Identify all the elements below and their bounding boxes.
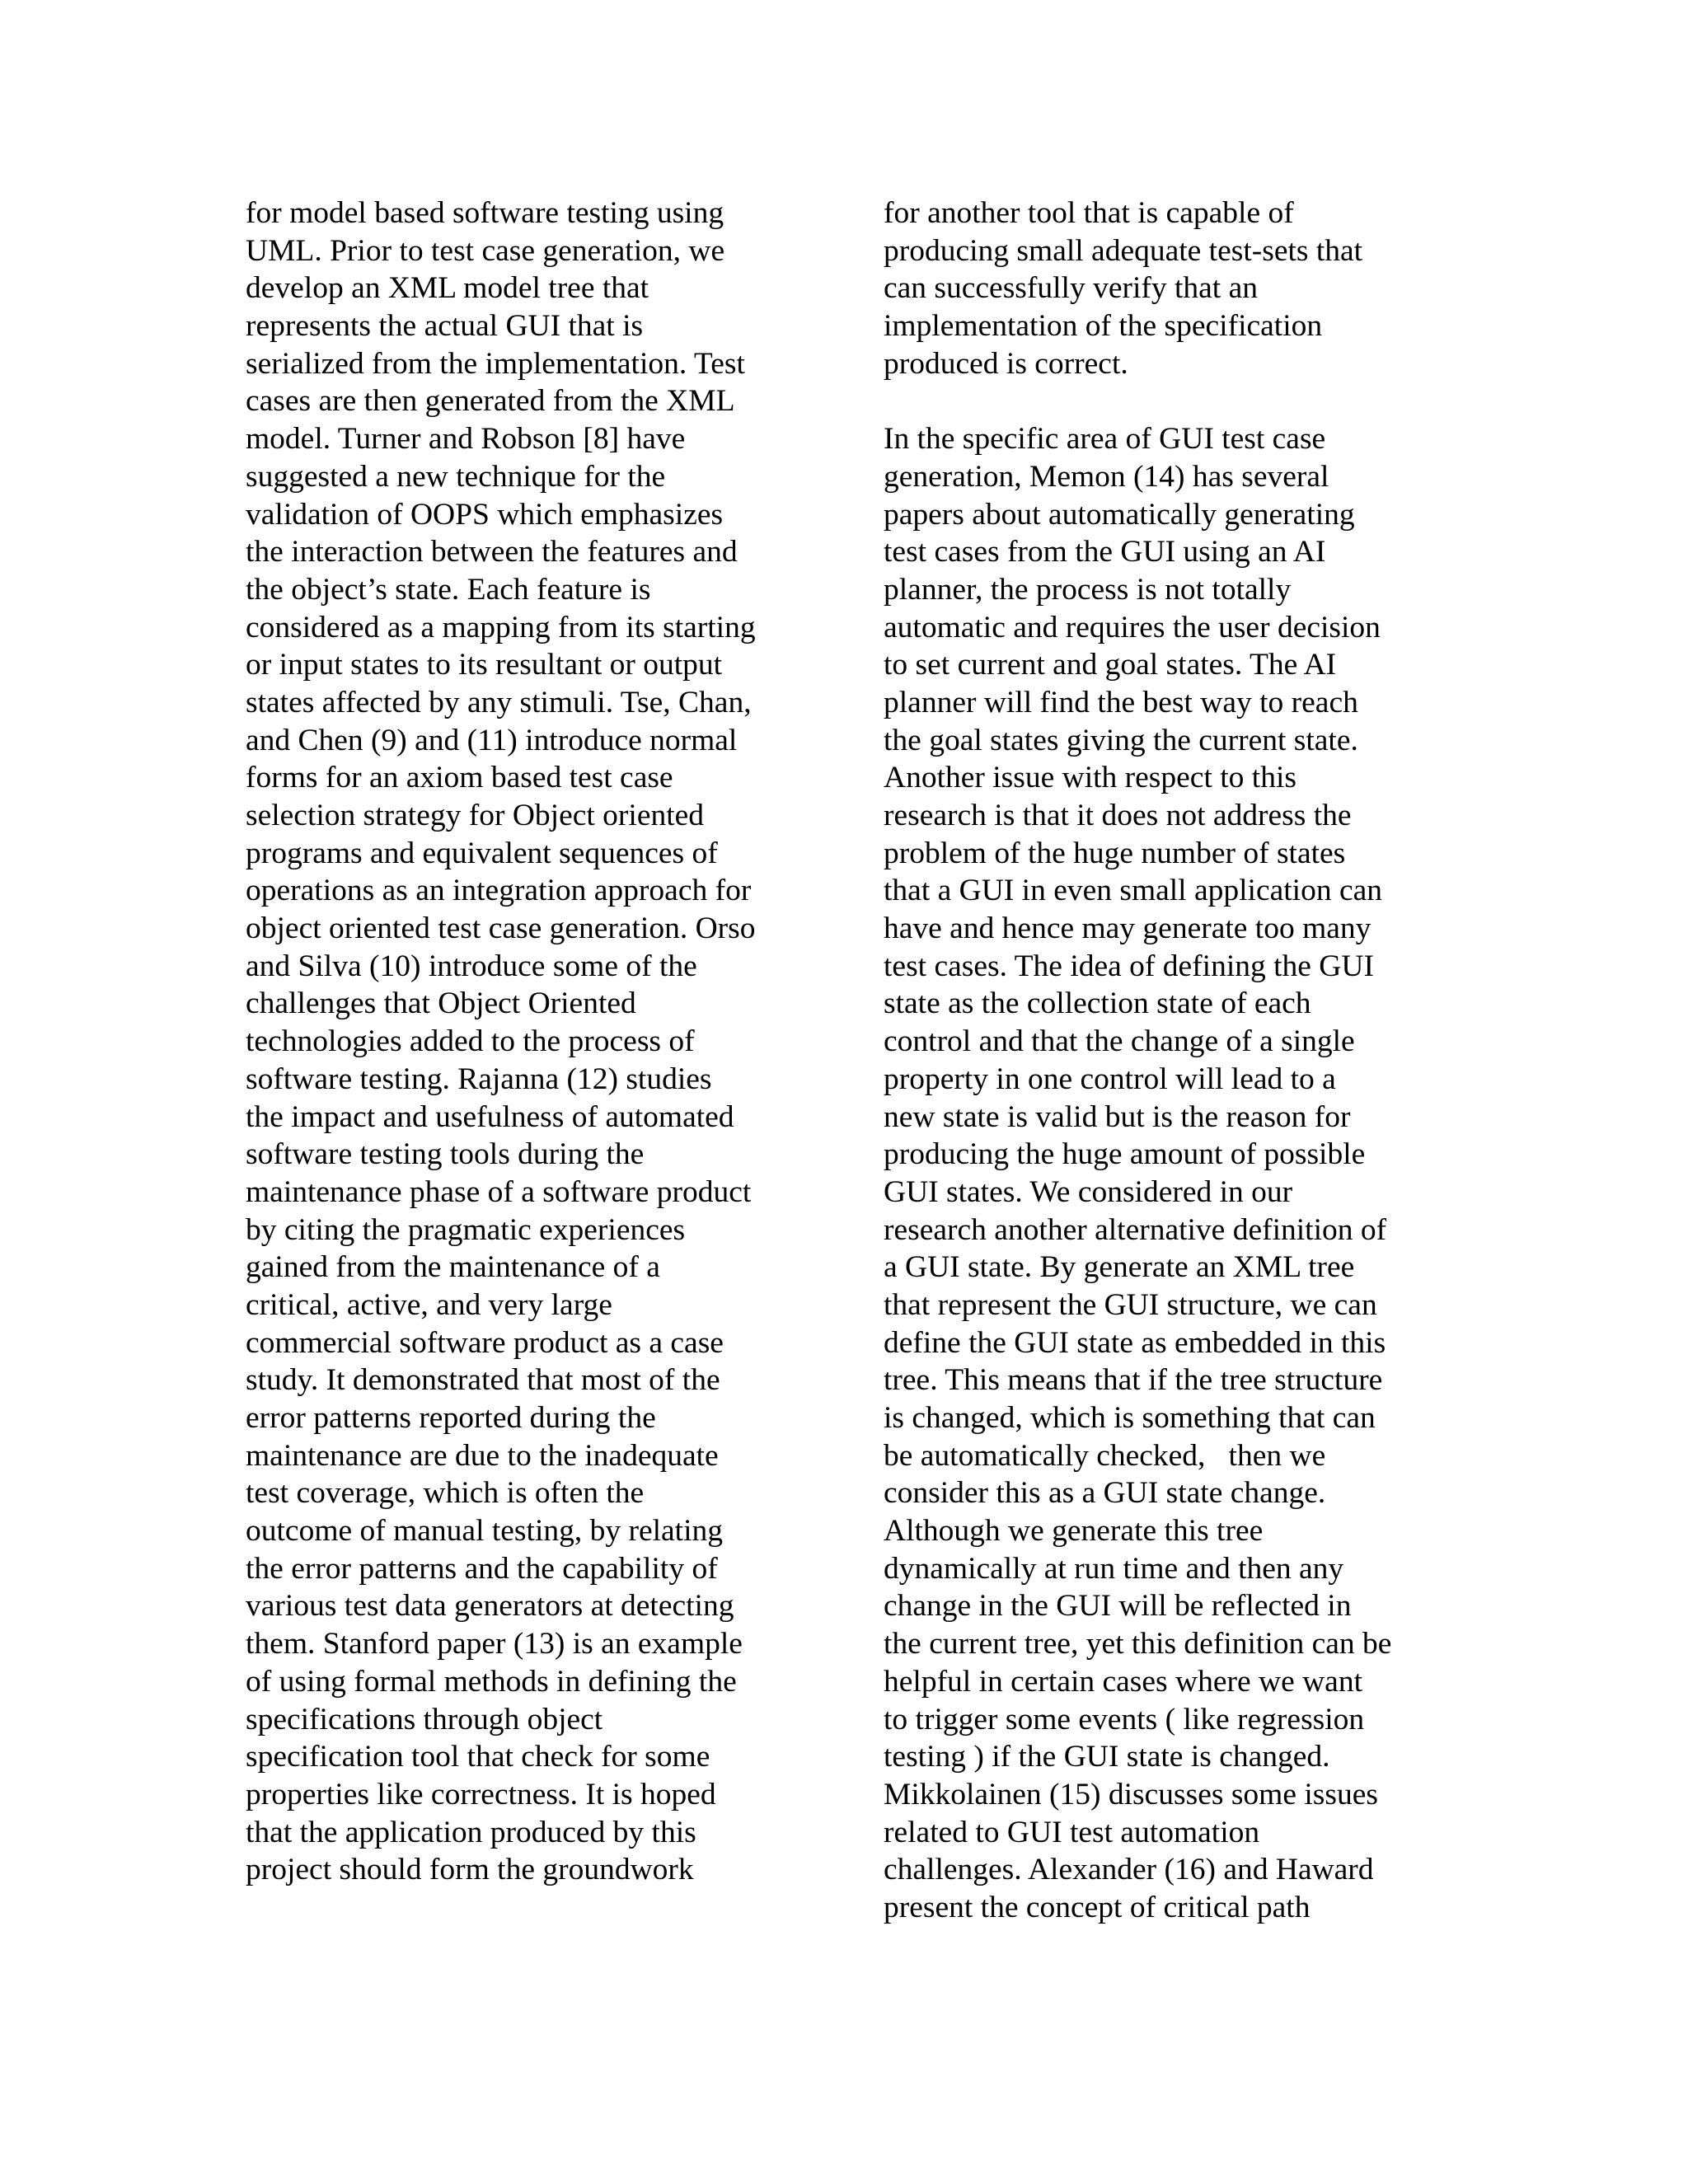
text-line: challenges that Object Oriented xyxy=(246,987,636,1021)
text-line: a GUI state. By generate an XML tree xyxy=(884,1250,1355,1285)
right-paragraph-2 xyxy=(884,420,1477,1927)
text-line: property in one control will lead to a xyxy=(884,1062,1336,1096)
text-line: tree. This means that if the tree structure xyxy=(884,1363,1383,1398)
text-line: Another issue with respect to this xyxy=(884,761,1296,795)
text-line: various test data generators at detecting xyxy=(246,1589,734,1624)
paragraph-spacer xyxy=(884,382,1477,420)
text-line: to set current and goal states. The AI xyxy=(884,648,1337,682)
text-line: control and that the change of a single xyxy=(884,1024,1355,1059)
text-line: validation of OOPS which emphasizes xyxy=(246,497,724,532)
text-line: error patterns reported during the xyxy=(246,1401,656,1435)
right-paragraph-1 xyxy=(884,194,1477,382)
text-line: state as the collection state of each xyxy=(884,987,1311,1021)
right-text-column xyxy=(884,194,1477,1927)
text-line: specification tool that check for some xyxy=(246,1740,710,1774)
text-line: programs and equivalent sequences of xyxy=(246,836,718,870)
text-line: represents the actual GUI that is xyxy=(246,309,644,344)
text-line: them. Stanford paper (13) is an example xyxy=(246,1627,743,1661)
text-line: test cases. The idea of defining the GUI xyxy=(884,949,1374,983)
text-line: software testing tools during the xyxy=(246,1137,645,1172)
text-line: and Chen (9) and (11) introduce normal xyxy=(246,723,738,757)
text-line: commercial software product as a case xyxy=(246,1325,724,1360)
text-line: helpful in certain cases where we want xyxy=(884,1664,1362,1699)
text-line: Mikkolainen (15) discusses some issues xyxy=(884,1777,1378,1811)
text-line: change in the GUI will be reflected in xyxy=(884,1589,1352,1624)
text-line: the interaction between the features and xyxy=(246,535,738,569)
text-line: states affected by any stimuli. Tse, Chan, xyxy=(246,685,752,719)
text-line: that represent the GUI structure, we can xyxy=(884,1287,1377,1322)
text-line: generation, Memon (14) has several xyxy=(884,459,1329,494)
text-line: Although we generate this tree xyxy=(884,1514,1264,1549)
text-line: automatic and requires the user decision xyxy=(884,610,1381,644)
text-line: have and hence may generate too many xyxy=(884,912,1372,946)
text-line: producing the huge amount of possible xyxy=(884,1137,1366,1172)
text-line: the error patterns and the capability of xyxy=(246,1551,718,1586)
text-line: is changed, which is something that can xyxy=(884,1401,1376,1435)
text-line: selection strategy for Object oriented xyxy=(246,799,705,832)
text-line: operations as an integration approach for xyxy=(246,874,752,908)
text-line: object oriented test case generation. Orso xyxy=(246,912,756,946)
text-line: test coverage, which is often the xyxy=(246,1476,645,1511)
text-line: software testing. Rajanna (12) studies xyxy=(246,1062,712,1096)
text-line: new state is valid but is the reason for xyxy=(884,1099,1351,1134)
left-paragraph xyxy=(246,194,823,1889)
text-line: papers about automatically generating xyxy=(884,497,1355,532)
text-line: planner, the process is not totally xyxy=(884,572,1292,607)
text-line: of using formal methods in defining the xyxy=(246,1664,737,1699)
text-line: present the concept of critical path xyxy=(884,1890,1311,1924)
text-line: consider this as a GUI state change. xyxy=(884,1476,1326,1511)
text-line: test cases from the GUI using an AI xyxy=(884,535,1326,569)
text-line: maintenance are due to the inadequate xyxy=(246,1438,719,1473)
text-line: implementation of the specification xyxy=(884,309,1323,344)
text-line: considered as a mapping from its starting xyxy=(246,610,756,644)
text-line: and Silva (10) introduce some of the xyxy=(246,949,697,983)
text-line: can successfully verify that an xyxy=(884,271,1258,306)
text-line: maintenance phase of a software product xyxy=(246,1174,752,1209)
text-line: properties like correctness. It is hoped xyxy=(246,1777,716,1811)
text-line: the goal states giving the current state. xyxy=(884,723,1358,757)
text-line: planner will find the best way to reach xyxy=(884,685,1358,719)
text-line: In the specific area of GUI test case xyxy=(884,422,1326,457)
text-line: project should form the groundwork xyxy=(246,1853,694,1887)
left-text-column xyxy=(246,194,823,1889)
text-line: UML. Prior to test case generation, we xyxy=(246,233,725,268)
text-line: cases are then generated from the XML xyxy=(246,384,735,419)
text-line: problem of the huge number of states xyxy=(884,836,1346,870)
text-line: for another tool that is capable of xyxy=(884,196,1294,230)
text-line: produced is correct. xyxy=(884,346,1128,381)
text-line: research another alternative definition of xyxy=(884,1212,1387,1247)
text-line: the object’s state. Each feature is xyxy=(246,572,651,607)
text-line: by citing the pragmatic experiences xyxy=(246,1212,686,1247)
text-line: that the application produced by this xyxy=(246,1815,696,1849)
text-line: critical, active, and very large xyxy=(246,1287,612,1322)
text-line: to trigger some events ( like regression xyxy=(884,1702,1365,1736)
text-line: producing small adequate test-sets that xyxy=(884,233,1363,268)
text-line: specifications through object xyxy=(246,1702,603,1736)
text-line: define the GUI state as embedded in this xyxy=(884,1325,1386,1360)
text-line: dynamically at run time and then any xyxy=(884,1551,1344,1586)
text-line: serialized from the implementation. Test xyxy=(246,346,745,381)
text-line: related to GUI test automation xyxy=(884,1815,1260,1849)
text-line: technologies added to the process of xyxy=(246,1024,695,1059)
text-line: outcome of manual testing, by relating xyxy=(246,1514,724,1549)
text-line: forms for an axiom based test case xyxy=(246,761,673,795)
text-line: for model based software testing using xyxy=(246,196,724,230)
text-line: the impact and usefulness of automated xyxy=(246,1099,734,1134)
text-line: testing ) if the GUI state is changed. xyxy=(884,1740,1330,1774)
text-line: study. It demonstrated that most of the xyxy=(246,1363,720,1398)
text-line: challenges. Alexander (16) and Haward xyxy=(884,1853,1374,1887)
text-line: research is that it does not address the xyxy=(884,799,1352,832)
text-line: model. Turner and Robson [8] have xyxy=(246,422,686,457)
text-line: suggested a new technique for the xyxy=(246,459,666,494)
text-line: the current tree, yet this definition can be xyxy=(884,1627,1392,1661)
text-line: be automatically checked, then we xyxy=(884,1438,1326,1473)
text-line: that a GUI in even small application can xyxy=(884,874,1382,908)
text-line: develop an XML model tree that xyxy=(246,271,649,306)
text-line: gained from the maintenance of a xyxy=(246,1250,660,1285)
text-line: or input states to its resultant or output xyxy=(246,648,723,682)
text-line: GUI states. We considered in our xyxy=(884,1174,1293,1209)
